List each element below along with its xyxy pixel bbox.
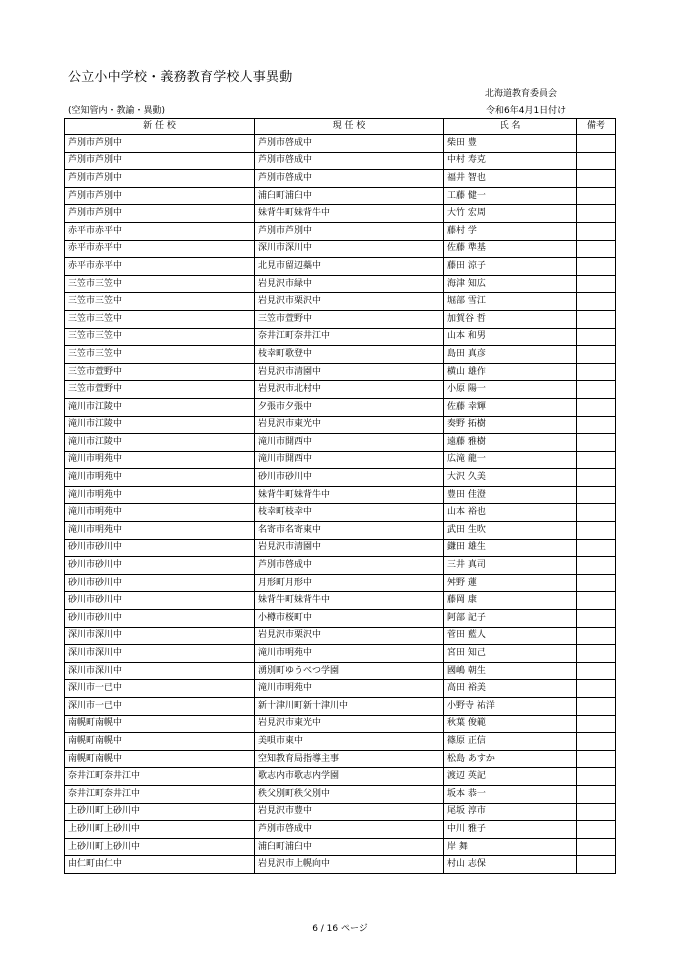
cell-new-school: 赤平市赤平中 — [65, 258, 255, 276]
cell-name: 海津 知広 — [444, 275, 577, 293]
cell-new-school: 砂川市砂川中 — [65, 574, 255, 592]
cell-name: 中川 雅子 — [444, 821, 577, 839]
cell-current-school: 滝川市明苑中 — [255, 645, 444, 663]
cell-note — [577, 698, 616, 716]
header-note: 備考 — [577, 119, 616, 135]
cell-name: 高田 裕美 — [444, 680, 577, 698]
cell-new-school: 滝川市江陵中 — [65, 416, 255, 434]
cell-note — [577, 205, 616, 223]
cell-note — [577, 539, 616, 557]
cell-name: 遠藤 雅樹 — [444, 434, 577, 452]
cell-current-school: 岩見沢市栗沢中 — [255, 627, 444, 645]
table-row — [65, 768, 616, 786]
cell-current-school: 芦別市啓成中 — [255, 557, 444, 575]
cell-current-school: 岩見沢市清園中 — [255, 363, 444, 381]
cell-note — [577, 592, 616, 610]
table-row — [65, 838, 616, 856]
personnel-table — [64, 118, 616, 874]
cell-new-school: 三笠市三笠中 — [65, 293, 255, 311]
table-row — [65, 574, 616, 592]
table-row — [65, 715, 616, 733]
table-row — [65, 434, 616, 452]
cell-name: 藤田 涼子 — [444, 258, 577, 276]
cell-current-school: 空知教育局指導主事 — [255, 750, 444, 768]
table-row — [65, 821, 616, 839]
cell-note — [577, 821, 616, 839]
cell-current-school: 芦別市啓成中 — [255, 152, 444, 170]
cell-new-school: 奈井江町奈井江中 — [65, 785, 255, 803]
cell-current-school: 夕張市夕張中 — [255, 398, 444, 416]
table-row — [65, 662, 616, 680]
cell-current-school: 浦臼町浦臼中 — [255, 187, 444, 205]
cell-new-school: 上砂川町上砂川中 — [65, 821, 255, 839]
cell-note — [577, 627, 616, 645]
table-row — [65, 381, 616, 399]
cell-new-school: 砂川市砂川中 — [65, 557, 255, 575]
table-row — [65, 170, 616, 188]
cell-name: 渡辺 英記 — [444, 768, 577, 786]
table-row — [65, 610, 616, 628]
cell-current-school: 妹背牛町妹背牛中 — [255, 592, 444, 610]
table-row — [65, 627, 616, 645]
table-row — [65, 803, 616, 821]
cell-name: 堀部 雪江 — [444, 293, 577, 311]
cell-current-school: 岩見沢市豊中 — [255, 803, 444, 821]
cell-note — [577, 363, 616, 381]
cell-current-school: 岩見沢市緑中 — [255, 275, 444, 293]
table-header-row — [65, 119, 616, 135]
cell-new-school: 滝川市江陵中 — [65, 398, 255, 416]
cell-current-school: 岩見沢市東光中 — [255, 715, 444, 733]
cell-new-school: 芦別市芦別中 — [65, 152, 255, 170]
cell-current-school: 湧別町ゆうべつ学園 — [255, 662, 444, 680]
cell-current-school: 妹背牛町妹背牛中 — [255, 486, 444, 504]
cell-new-school: 奈井江町奈井江中 — [65, 768, 255, 786]
cell-new-school: 深川市一已中 — [65, 680, 255, 698]
cell-name: 工藤 健一 — [444, 187, 577, 205]
cell-note — [577, 170, 616, 188]
table-row — [65, 698, 616, 716]
issuer-name: 北海道教育委員会 — [485, 89, 558, 99]
cell-note — [577, 240, 616, 258]
cell-new-school: 砂川市砂川中 — [65, 539, 255, 557]
cell-new-school: 滝川市明苑中 — [65, 504, 255, 522]
table-row — [65, 240, 616, 258]
cell-new-school: 赤平市赤平中 — [65, 222, 255, 240]
cell-note — [577, 469, 616, 487]
cell-new-school: 三笠市三笠中 — [65, 310, 255, 328]
table-row — [65, 328, 616, 346]
cell-note — [577, 187, 616, 205]
cell-current-school: 小樽市桜町中 — [255, 610, 444, 628]
cell-name: 福井 智也 — [444, 170, 577, 188]
table-row — [65, 592, 616, 610]
cell-note — [577, 557, 616, 575]
cell-note — [577, 486, 616, 504]
cell-new-school: 三笠市萱野中 — [65, 363, 255, 381]
cell-note — [577, 662, 616, 680]
cell-new-school: 滝川市江陵中 — [65, 434, 255, 452]
cell-name: 松島 あすか — [444, 750, 577, 768]
table-row — [65, 733, 616, 751]
cell-new-school: 三笠市三笠中 — [65, 275, 255, 293]
cell-note — [577, 803, 616, 821]
cell-name: 山本 和男 — [444, 328, 577, 346]
cell-current-school: 深川市深川中 — [255, 240, 444, 258]
table-row — [65, 645, 616, 663]
cell-name: 藤村 学 — [444, 222, 577, 240]
cell-current-school: 新十津川町新十津川中 — [255, 698, 444, 716]
cell-note — [577, 275, 616, 293]
table-row — [65, 135, 616, 153]
cell-new-school: 芦別市芦別中 — [65, 170, 255, 188]
cell-new-school: 滝川市明苑中 — [65, 522, 255, 540]
cell-current-school: 芦別市啓成中 — [255, 821, 444, 839]
cell-name: 横山 雄作 — [444, 363, 577, 381]
page-indicator: 6 / 16 ページ — [312, 924, 368, 934]
cell-note — [577, 574, 616, 592]
header-current-school: 現 任 校 — [255, 119, 444, 135]
cell-name: 佐藤 幸輝 — [444, 398, 577, 416]
cell-current-school: 歌志内市歌志内学園 — [255, 768, 444, 786]
cell-name: 武田 生吹 — [444, 522, 577, 540]
cell-new-school: 芦別市芦別中 — [65, 205, 255, 223]
cell-current-school: 浦臼町浦臼中 — [255, 838, 444, 856]
table-row — [65, 398, 616, 416]
table-row — [65, 469, 616, 487]
cell-new-school: 砂川市砂川中 — [65, 610, 255, 628]
cell-new-school: 深川市深川中 — [65, 627, 255, 645]
cell-name: 豊田 佳澄 — [444, 486, 577, 504]
subheading: (空知管内・教諭・異動) — [68, 106, 166, 116]
cell-note — [577, 258, 616, 276]
cell-name: 秋葉 俊範 — [444, 715, 577, 733]
cell-note — [577, 838, 616, 856]
header-name: 氏 名 — [444, 119, 577, 135]
table-row — [65, 293, 616, 311]
cell-name: 菅田 藍人 — [444, 627, 577, 645]
cell-note — [577, 381, 616, 399]
cell-note — [577, 856, 616, 874]
cell-new-school: 芦別市芦別中 — [65, 187, 255, 205]
cell-current-school: 滝川市開西中 — [255, 434, 444, 452]
table-row — [65, 750, 616, 768]
cell-name: 宮田 知己 — [444, 645, 577, 663]
cell-note — [577, 504, 616, 522]
cell-note — [577, 135, 616, 153]
cell-name: 広滝 龍一 — [444, 451, 577, 469]
cell-new-school: 三笠市三笠中 — [65, 328, 255, 346]
cell-name: 加賀谷 哲 — [444, 310, 577, 328]
cell-note — [577, 522, 616, 540]
cell-new-school: 三笠市萱野中 — [65, 381, 255, 399]
cell-current-school: 枝幸町枝幸中 — [255, 504, 444, 522]
cell-current-school: 岩見沢市東光中 — [255, 416, 444, 434]
cell-name: 柴田 豊 — [444, 135, 577, 153]
cell-new-school: 由仁町由仁中 — [65, 856, 255, 874]
cell-note — [577, 451, 616, 469]
cell-new-school: 深川市深川中 — [65, 645, 255, 663]
document-title: 公立小中学校・義務教育学校人事異動 — [68, 70, 293, 85]
table-row — [65, 785, 616, 803]
cell-note — [577, 152, 616, 170]
cell-current-school: 名寄市名寄東中 — [255, 522, 444, 540]
cell-new-school: 三笠市三笠中 — [65, 346, 255, 364]
cell-name: 藤岡 康 — [444, 592, 577, 610]
cell-new-school: 南幌町南幌中 — [65, 750, 255, 768]
cell-name: 國嶋 朝生 — [444, 662, 577, 680]
cell-note — [577, 346, 616, 364]
table-row — [65, 856, 616, 874]
table-row — [65, 539, 616, 557]
cell-new-school: 砂川市砂川中 — [65, 592, 255, 610]
cell-current-school: 妹背牛町妹背牛中 — [255, 205, 444, 223]
table-row — [65, 152, 616, 170]
cell-new-school: 芦別市芦別中 — [65, 135, 255, 153]
cell-name: 中村 寿克 — [444, 152, 577, 170]
table-row — [65, 557, 616, 575]
table-row — [65, 416, 616, 434]
cell-name: 尾坂 淳市 — [444, 803, 577, 821]
cell-note — [577, 398, 616, 416]
cell-note — [577, 733, 616, 751]
cell-current-school: 岩見沢市栗沢中 — [255, 293, 444, 311]
cell-name: 奏野 拓樹 — [444, 416, 577, 434]
cell-note — [577, 293, 616, 311]
cell-name: 小原 陽一 — [444, 381, 577, 399]
cell-note — [577, 750, 616, 768]
cell-note — [577, 768, 616, 786]
cell-name: 村山 志保 — [444, 856, 577, 874]
cell-note — [577, 416, 616, 434]
cell-name: 大竹 宏周 — [444, 205, 577, 223]
table-row — [65, 504, 616, 522]
cell-new-school: 上砂川町上砂川中 — [65, 838, 255, 856]
table-row — [65, 205, 616, 223]
cell-name: 佐藤 準基 — [444, 240, 577, 258]
cell-note — [577, 715, 616, 733]
cell-note — [577, 645, 616, 663]
table-row — [65, 222, 616, 240]
cell-current-school: 月形町月形中 — [255, 574, 444, 592]
cell-name: 三井 真司 — [444, 557, 577, 575]
cell-current-school: 滝川市明苑中 — [255, 680, 444, 698]
cell-current-school: 砂川市砂川中 — [255, 469, 444, 487]
cell-current-school: 芦別市芦別中 — [255, 222, 444, 240]
cell-new-school: 上砂川町上砂川中 — [65, 803, 255, 821]
cell-new-school: 深川市一已中 — [65, 698, 255, 716]
cell-note — [577, 310, 616, 328]
cell-note — [577, 785, 616, 803]
cell-name: 坂本 恭一 — [444, 785, 577, 803]
cell-name: 大沢 久美 — [444, 469, 577, 487]
cell-current-school: 滝川市開西中 — [255, 451, 444, 469]
cell-note — [577, 222, 616, 240]
table-row — [65, 310, 616, 328]
cell-new-school: 滝川市明苑中 — [65, 451, 255, 469]
cell-name: 小野寺 祐洋 — [444, 698, 577, 716]
cell-current-school: 芦別市啓成中 — [255, 135, 444, 153]
cell-current-school: 岩見沢市北村中 — [255, 381, 444, 399]
cell-name: 山本 裕也 — [444, 504, 577, 522]
cell-current-school: 北見市留辺蘂中 — [255, 258, 444, 276]
cell-name: 阿部 記子 — [444, 610, 577, 628]
table-row — [65, 346, 616, 364]
cell-current-school: 三笠市萱野中 — [255, 310, 444, 328]
table-row — [65, 187, 616, 205]
table-row — [65, 680, 616, 698]
cell-new-school: 南幌町南幌中 — [65, 733, 255, 751]
cell-new-school: 滝川市明苑中 — [65, 469, 255, 487]
table-row — [65, 486, 616, 504]
cell-name: 島田 真彦 — [444, 346, 577, 364]
table-row — [65, 451, 616, 469]
cell-current-school: 枝幸町歌登中 — [255, 346, 444, 364]
cell-current-school: 岩見沢市上幌向中 — [255, 856, 444, 874]
table-row — [65, 522, 616, 540]
cell-note — [577, 610, 616, 628]
cell-note — [577, 328, 616, 346]
cell-name: 鎌田 雄生 — [444, 539, 577, 557]
cell-current-school: 奈井江町奈井江中 — [255, 328, 444, 346]
cell-current-school: 芦別市啓成中 — [255, 170, 444, 188]
cell-name: 岸 舞 — [444, 838, 577, 856]
table-row — [65, 363, 616, 381]
cell-current-school: 岩見沢市清園中 — [255, 539, 444, 557]
table-row — [65, 275, 616, 293]
effective-date: 令和6年4月1日付け — [486, 106, 567, 116]
cell-new-school: 南幌町南幌中 — [65, 715, 255, 733]
cell-new-school: 深川市深川中 — [65, 662, 255, 680]
cell-current-school: 美唄市東中 — [255, 733, 444, 751]
cell-note — [577, 434, 616, 452]
cell-note — [577, 680, 616, 698]
cell-new-school: 滝川市明苑中 — [65, 486, 255, 504]
cell-new-school: 赤平市赤平中 — [65, 240, 255, 258]
table-row — [65, 258, 616, 276]
header-new-school: 新 任 校 — [65, 119, 255, 135]
cell-name: 篠原 正信 — [444, 733, 577, 751]
cell-name: 舛野 蓮 — [444, 574, 577, 592]
cell-current-school: 秩父別町秩父別中 — [255, 785, 444, 803]
